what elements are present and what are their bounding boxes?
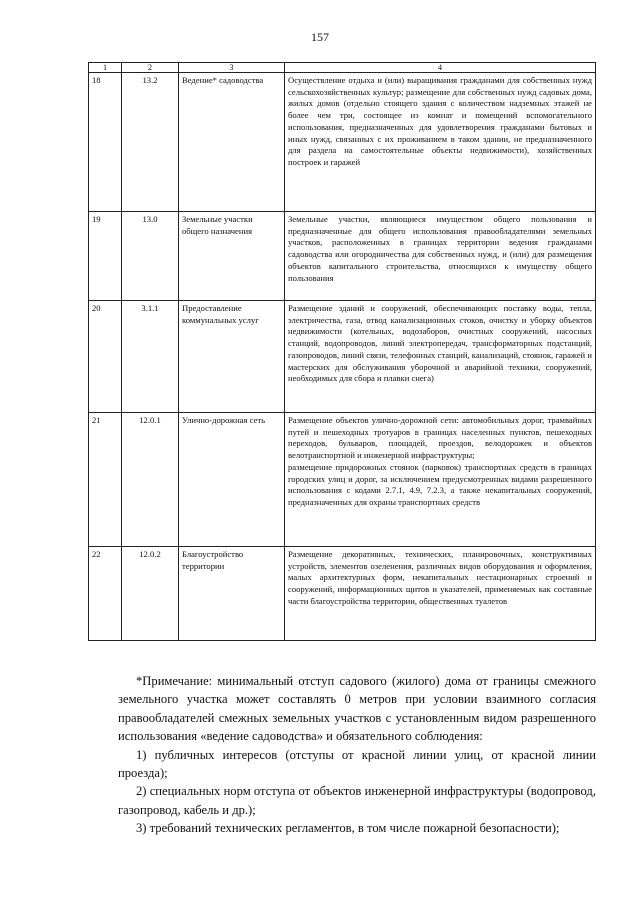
- use-name: Предоставление коммунальных услуг: [179, 301, 285, 413]
- use-description: Размещение декоративных, технических, планировочных, конструктивных устройств, элементов озеленения, различных видов оборудования и оформления, малых архитектурных форм, некапитальных нестационарных строений и сооружений, информационных щитов и указателей, применяемых как составные части благоустройства территории, общественных туалетов: [285, 547, 596, 641]
- table-row: [89, 413, 596, 547]
- table-header-row: [89, 63, 596, 73]
- column-header: 1: [89, 63, 122, 73]
- row-number: 18: [89, 73, 122, 212]
- footnote-item: 1) публичных интересов (отступы от красной линии улиц, от красной линии проезда);: [118, 747, 596, 781]
- use-description: Осуществление отдыха и (или) выращивания гражданами для собственных нужд сельскохозяйственных культур; размещение для собственных нужд садовых дома, жилых домов (отдельно стоящего здания с количеством надземных этажей не более чем три, состоящее из комнат и помещений вспомогательного использования, предназначенных для удовлетворения гражданами бытовых и иных нужд, связанных с их проживанием в таком здании, не предназначенного для раздела на самостоятельные объекты недвижимости), хозяйственных построек и гаражей: [285, 73, 596, 212]
- column-header: 3: [179, 63, 285, 73]
- use-description: Размещение зданий и сооружений, обеспечивающих поставку воды, тепла, электричества, газа, отвод канализационных стоков, очистку и уборку объектов недвижимости (котельных, водозаборов, очистных сооружений, насосных станций, водопроводов, линий электропередач, трансформаторных подстанций, газопроводов, линий связи, телефонных станций, канализаций, стоянок, гаражей и мастерских для обслуживания уборочной и аварийной техники, сооружений, необходимых для сбора и плавки снега): [285, 301, 596, 413]
- table-row: [89, 547, 596, 641]
- table-row: [89, 301, 596, 413]
- footnote: [118, 672, 596, 838]
- column-header: 2: [122, 63, 179, 73]
- page-number: 157: [311, 30, 329, 44]
- table-row: [89, 212, 596, 301]
- row-number: 19: [89, 212, 122, 301]
- use-code: 3.1.1: [122, 301, 179, 413]
- use-name: Улично-дорожная сеть: [179, 413, 285, 547]
- row-number: 22: [89, 547, 122, 641]
- use-name: Земельные участки общего назначения: [179, 212, 285, 301]
- row-number: 20: [89, 301, 122, 413]
- use-code: 13.2: [122, 73, 179, 212]
- use-description-part: размещение придорожных стоянок (парковок) транспортных средств в границах городских улиц и дорог, за исключением предусмотренных видами разрешенного использования с кодами 2.7.1, 4.9, 7.2.3, а также некапитальных сооружений, предназначенных для охраны транспортных средств: [288, 461, 592, 507]
- table-row: [89, 73, 596, 212]
- column-header: 4: [285, 63, 596, 73]
- use-code: 12.0.2: [122, 547, 179, 641]
- use-code: 12.0.1: [122, 413, 179, 547]
- use-code: 13.0: [122, 212, 179, 301]
- footnote-item: 2) специальных норм отступа от объектов инженерной инфраструктуры (водопровод, газопровод, кабель и др.);: [118, 784, 596, 817]
- land-use-table: [88, 62, 596, 641]
- use-description: Земельные участки, являющиеся имуществом общего пользования и предназначенные для общего использования правообладателями земельных участков, расположенных в границах территории ведения гражданами садоводства или огородничества для собственных нужд, и (или) для размещения объектов капитального строительства, относящихся к имуществу общего пользования: [285, 212, 596, 301]
- use-name: Ведение* садоводства: [179, 73, 285, 212]
- use-name: Благоустройство территории: [179, 547, 285, 641]
- row-number: 21: [89, 413, 122, 547]
- footnote-intro: *Примечание: минимальный отступ садового (жилого) дома от границы смежного земельного участка может составлять 0 метров при условии взаимного согласия правообладателей смежных земельных участков с установленным видом разрешенного использования «ведение садоводства» и обязательного соблюдения:: [118, 674, 596, 744]
- use-description-part: Размещение объектов улично-дорожной сети: автомобильных дорог, трамвайных путей и пешеходных тротуаров в границах населенных пунктов, пешеходных переходов, бульваров, площадей, проездов, велодорожек и объектов велотранспортной и инженерной инфраструктуры;: [288, 415, 592, 461]
- footnote-item: 3) требований технических регламентов, в том числе пожарной безопасности);: [136, 821, 560, 836]
- use-description: [285, 413, 596, 547]
